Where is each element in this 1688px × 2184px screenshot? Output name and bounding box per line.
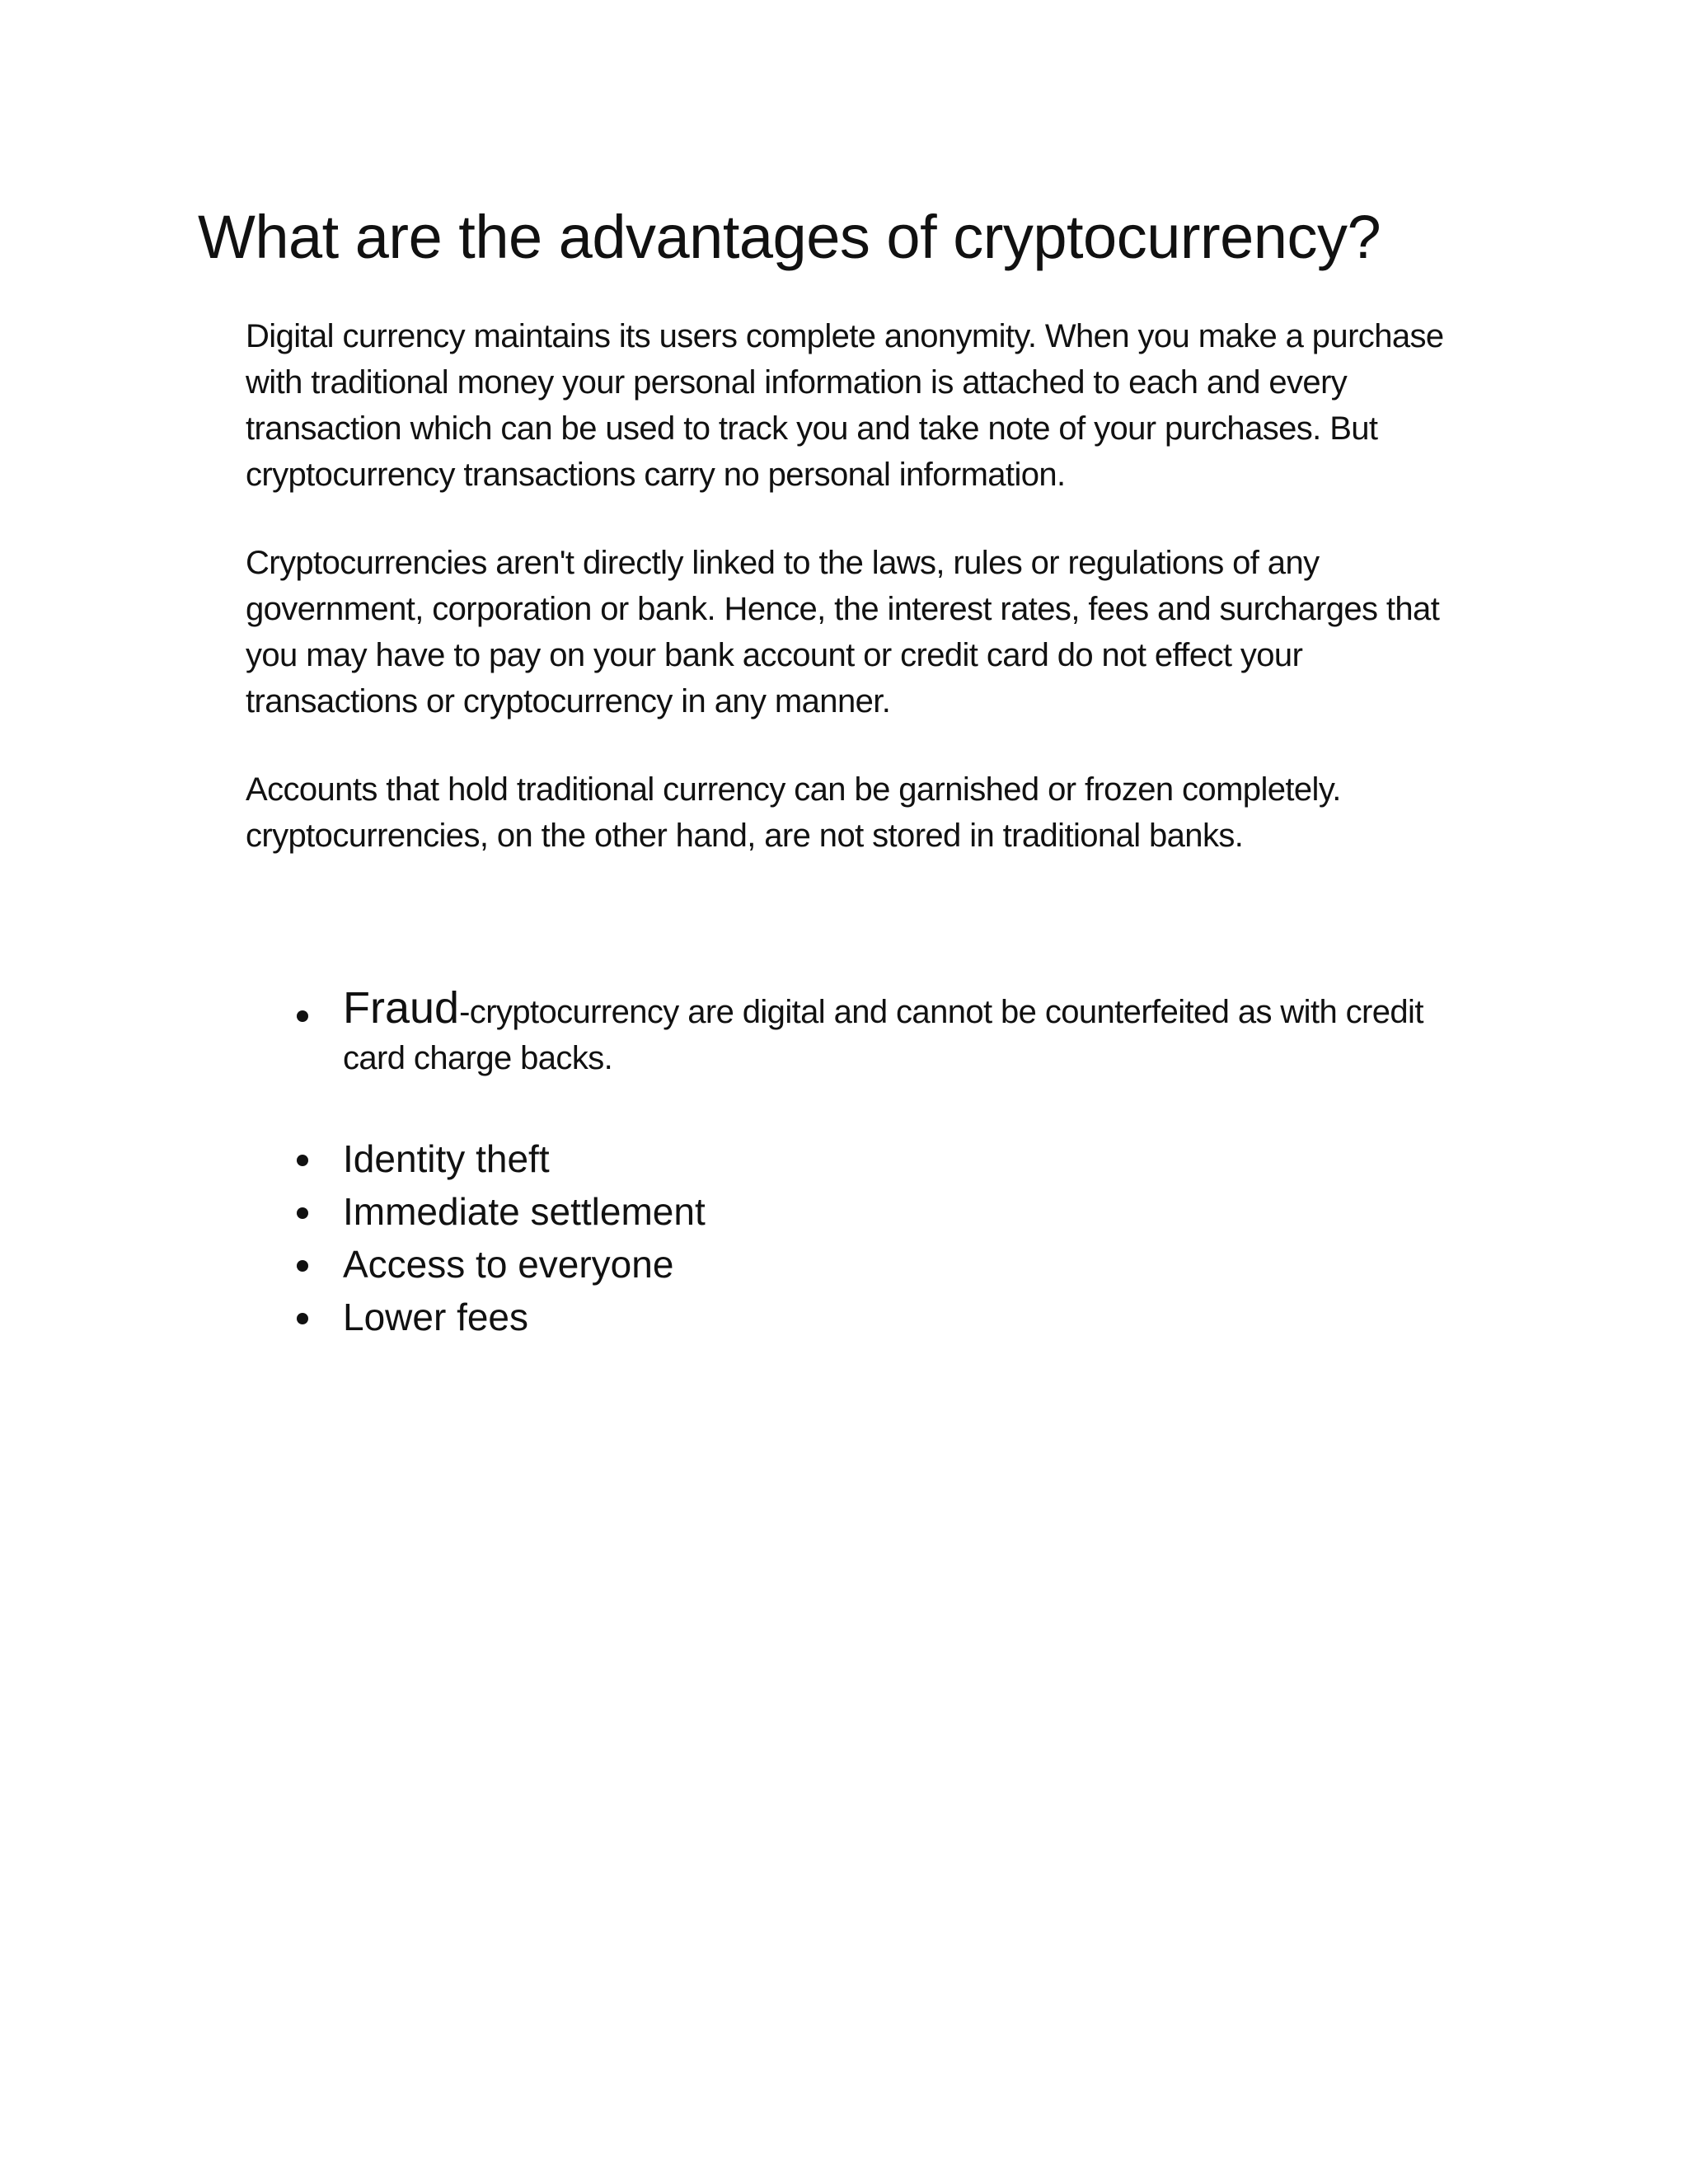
- fraud-heading: Fraud: [343, 983, 460, 1033]
- list-item: [297, 1185, 1484, 1238]
- paragraph-regulation: Cryptocurrencies aren't directly linked to the laws, rules or regulations of any government, corporation or bank. Hence, the interest rates, fees and surcharges that you may have to pay on your bank account or credit card do not effect your transactions or cryptocurrency in any manner.: [246, 545, 1440, 719]
- list-item-fraud: [297, 985, 1484, 1081]
- paragraph-anonymity: Digital currency maintains its users complete anonymity. When you make a purchase with traditional money your personal information is attached to each and every transaction which can be used to track you and take note of your purchases. But cryptocurrency transactions carry no personal information.: [246, 318, 1444, 493]
- bullet-icon: [297, 1313, 308, 1324]
- list-item-label: Identity theft: [343, 1137, 550, 1180]
- advantages-list: [297, 985, 1484, 1343]
- list-item-label: Lower fees: [343, 1296, 529, 1338]
- bullet-icon: [297, 1010, 308, 1022]
- fraud-description: -cryptocurrency are digital and cannot be counterfeited as with credit card charge backs.: [343, 994, 1423, 1076]
- bullet-icon: [297, 1207, 308, 1219]
- list-item: [297, 1132, 1484, 1185]
- list-item: [297, 1238, 1484, 1291]
- list-item: [297, 1291, 1484, 1343]
- bullet-icon: [297, 1155, 308, 1166]
- list-item-label: Immediate settlement: [343, 1190, 706, 1233]
- paragraph-frozen-accounts: Accounts that hold traditional currency can be garnished or frozen completely. cryptocurrencies, on the other hand, are not stored in traditional banks.: [246, 771, 1341, 854]
- bullet-icon: [297, 1260, 308, 1272]
- page-title: What are the advantages of cryptocurrency?: [198, 203, 1381, 271]
- list-item-label: Access to everyone: [343, 1243, 674, 1286]
